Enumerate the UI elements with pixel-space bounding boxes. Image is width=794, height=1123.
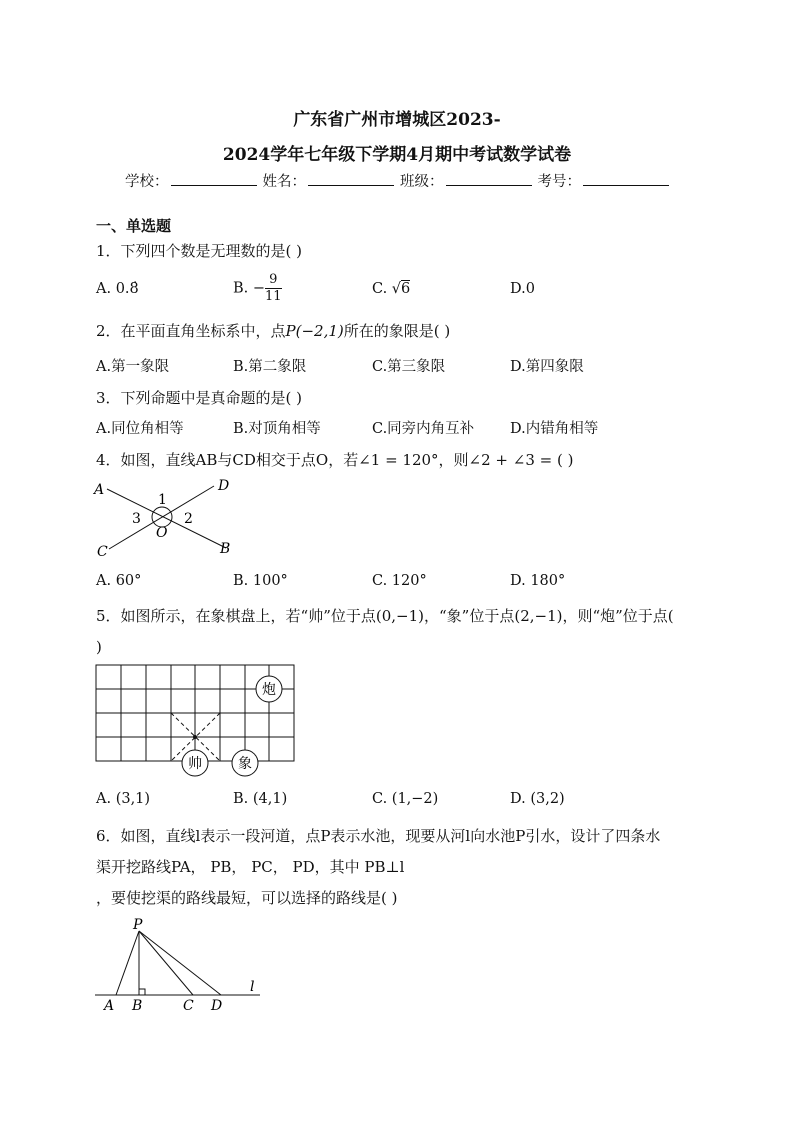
question-6-stem-line3: ，要使挖渠的路线最短，可以选择的路线是( ) [96,889,398,907]
label-c: C [97,544,108,560]
label-o: O [156,525,168,541]
exam-no-blank[interactable] [583,171,669,186]
label-p: P [133,917,143,933]
label-b: B [220,541,231,557]
name-label: 姓名： [262,174,306,190]
q3-option-a[interactable]: A.同位角相等 [96,421,184,437]
fraction [265,272,282,305]
label-a: A [94,482,105,498]
q2-stem-text: 2．在平面直角坐标系中，点 [96,322,286,340]
school-blank[interactable] [171,171,257,186]
question-4-stem: 4．如图，直线AB与CD相交于点O，若∠1 = 120°，则∠2 + ∠3 = ( ) [96,451,574,469]
q1-option-a[interactable]: A. 0.8̇ [96,281,139,297]
q3-option-d[interactable]: D.内错角相等 [510,421,599,437]
label-b: B [132,998,143,1014]
q2-point: P(−2,1) [285,322,344,340]
label-angle-2: 2 [184,511,193,527]
right-angle-mark [139,989,145,995]
exam-no-label: 考号： [537,174,581,190]
question-6-stem: 6．如图，直线l表示一段河道，点P表示水池，现要从河l向水池P引水，设计了四条水 [96,827,661,845]
q1-option-c[interactable] [372,281,410,297]
label-d: D [211,998,223,1014]
q5-option-d[interactable]: D. (3,2) [510,791,565,807]
piece-pao [256,676,282,702]
q4-option-a[interactable]: A. 60° [96,573,142,589]
q2-option-d[interactable]: D.第四象限 [510,359,584,375]
piece-pao-label: 炮 [262,682,276,698]
segment-pd [139,931,221,995]
q2-option-a[interactable]: A.第一象限 [96,359,170,375]
q1-option-b[interactable] [233,272,282,305]
q3-option-c[interactable]: C.同旁内角互补 [372,421,475,437]
student-info-line [125,170,675,191]
name-blank[interactable] [308,171,394,186]
piece-shuai [182,750,208,776]
q5-option-c[interactable]: C. (1,−2) [372,791,439,807]
class-blank[interactable] [446,171,532,186]
piece-xiang [232,750,258,776]
question-1-stem: 1．下列四个数是无理数的是( ) [96,242,303,260]
label-angle-1: 1 [158,492,167,508]
label-angle-3: 3 [132,511,141,527]
q1-option-d[interactable]: D.0 [510,281,535,297]
question-6-stem-line2: 渠开挖路线PA， PB， PC， PD，其中 PB⊥l [96,858,405,876]
question-5-stem-line2: ) [96,638,102,656]
label-l: l [250,979,255,995]
q4-option-b[interactable]: B. 100° [233,573,288,589]
q2-option-c[interactable]: C.第三象限 [372,359,446,375]
sqrt-icon: √ [391,281,402,297]
section-heading: 一、单选题 [96,217,172,235]
q5-option-a[interactable]: A. (3,1) [96,791,151,807]
fraction-numerator: 9 [265,272,282,289]
segment-pa [116,931,139,995]
question-5-stem: 5．如图所示，在象棋盘上，若“帅”位于点(0,−1)，“象”位于点(2,−1)，则“炮”位于点( [96,607,674,625]
question-3-stem: 3．下列命题中是真命题的是( ) [96,389,303,407]
q1-option-b-label: B. − [233,280,266,297]
q1-option-c-label: C. [372,281,392,297]
radicand: 6 [401,281,411,297]
page-title-line1: 广东省广州市增城区2023- [293,110,501,130]
piece-xiang-label: 象 [238,756,252,772]
q3-option-b[interactable]: B.对顶角相等 [233,421,321,437]
class-label: 班级： [400,174,444,190]
piece-shuai-label: 帅 [188,756,202,772]
fraction-denominator: 11 [265,289,282,304]
q4-intersecting-lines-figure [92,476,242,562]
q2-stem-tail: 所在的象限是( ) [343,322,451,340]
q5-chessboard-figure [95,664,297,780]
center-dot [193,735,197,739]
question-2-stem [96,320,450,341]
q4-option-c[interactable]: C. 120° [372,573,427,589]
q4-option-d[interactable]: D. 180° [510,573,566,589]
label-a: A [104,998,115,1014]
q2-option-b[interactable]: B.第二象限 [233,359,307,375]
q5-option-b[interactable]: B. (4,1) [233,791,288,807]
school-label: 学校： [125,174,169,190]
segment-pc [139,931,193,995]
q6-river-figure [95,915,270,1015]
page-title-line2: 2024学年七年级下学期4月期中考试数学试卷 [222,145,572,165]
label-c: C [183,998,194,1014]
label-d: D [218,478,230,494]
